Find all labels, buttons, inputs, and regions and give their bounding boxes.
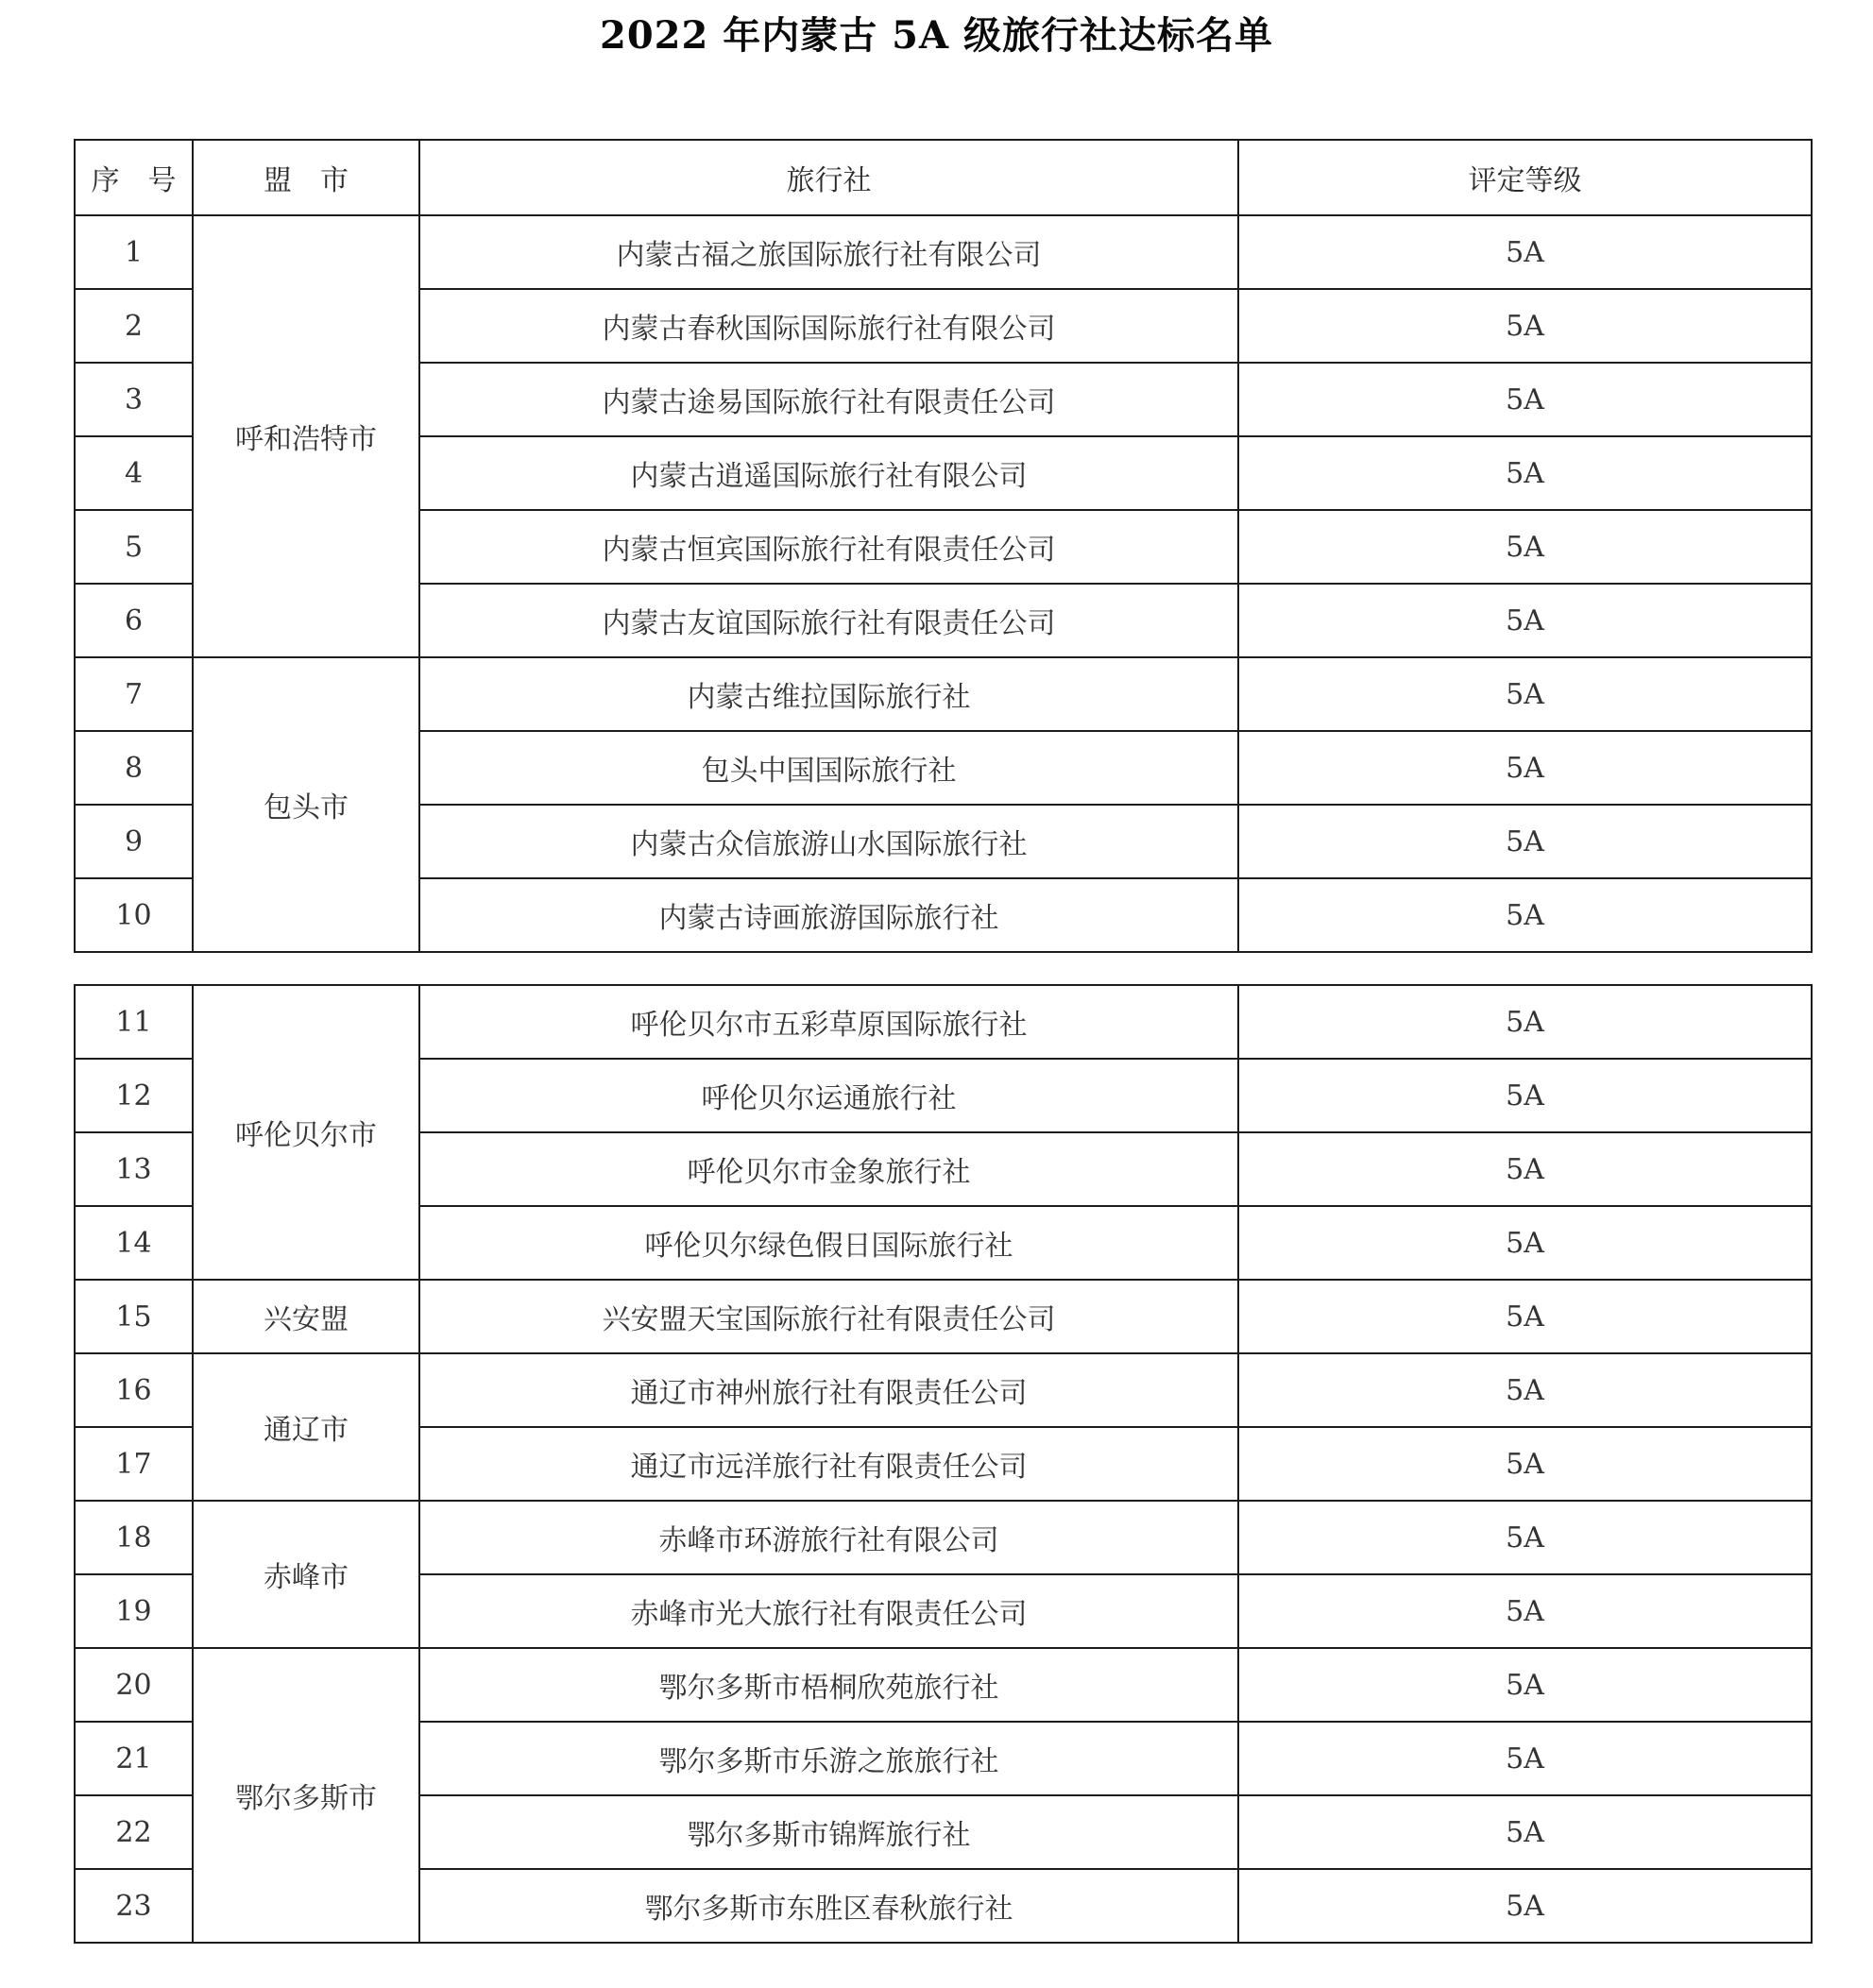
grade-cell: 5A — [1238, 1574, 1812, 1648]
grade-cell: 5A — [1238, 1206, 1812, 1280]
row-number: 5 — [75, 510, 193, 584]
city-cell: 包头市 — [193, 657, 419, 952]
agency-cell: 内蒙古友谊国际旅行社有限责任公司 — [419, 584, 1238, 657]
grade-cell: 5A — [1238, 985, 1812, 1059]
grade-cell: 5A — [1238, 805, 1812, 878]
grade-cell: 5A — [1238, 584, 1812, 657]
row-number: 21 — [75, 1722, 193, 1795]
agency-cell: 通辽市神州旅行社有限责任公司 — [419, 1353, 1238, 1427]
grade-cell: 5A — [1238, 657, 1812, 731]
agency-cell: 内蒙古诗画旅游国际旅行社 — [419, 878, 1238, 952]
grade-cell: 5A — [1238, 215, 1812, 289]
row-number: 8 — [75, 731, 193, 805]
grade-cell: 5A — [1238, 289, 1812, 363]
agency-cell: 通辽市远洋旅行社有限责任公司 — [419, 1427, 1238, 1501]
table-row — [75, 1648, 1812, 1722]
city-cell: 兴安盟 — [193, 1280, 419, 1353]
agency-cell: 兴安盟天宝国际旅行社有限责任公司 — [419, 1280, 1238, 1353]
row-number: 4 — [75, 436, 193, 510]
row-number: 12 — [75, 1059, 193, 1132]
row-number: 17 — [75, 1427, 193, 1501]
row-number: 9 — [75, 805, 193, 878]
row-number: 13 — [75, 1132, 193, 1206]
city-cell: 呼和浩特市 — [193, 215, 419, 657]
header-row — [75, 140, 1812, 215]
agency-cell: 内蒙古恒宾国际旅行社有限责任公司 — [419, 510, 1238, 584]
grade-cell: 5A — [1238, 878, 1812, 952]
agency-cell: 鄂尔多斯市乐游之旅旅行社 — [419, 1722, 1238, 1795]
row-number: 3 — [75, 363, 193, 436]
grade-cell: 5A — [1238, 1722, 1812, 1795]
header-league-city: 盟 市 — [193, 140, 419, 215]
header-serial-number: 序 号 — [75, 140, 193, 215]
city-cell: 通辽市 — [193, 1353, 419, 1501]
agency-cell: 内蒙古众信旅游山水国际旅行社 — [419, 805, 1238, 878]
grade-cell: 5A — [1238, 436, 1812, 510]
city-cell: 呼伦贝尔市 — [193, 985, 419, 1280]
agency-cell: 赤峰市光大旅行社有限责任公司 — [419, 1574, 1238, 1648]
agency-cell: 内蒙古春秋国际国际旅行社有限公司 — [419, 289, 1238, 363]
table-row — [75, 1353, 1812, 1427]
agency-cell: 内蒙古途易国际旅行社有限责任公司 — [419, 363, 1238, 436]
rating-table-part-1 — [74, 139, 1813, 953]
agency-cell: 呼伦贝尔运通旅行社 — [419, 1059, 1238, 1132]
agency-cell: 鄂尔多斯市锦辉旅行社 — [419, 1795, 1238, 1869]
row-number: 23 — [75, 1869, 193, 1943]
agency-cell: 呼伦贝尔市金象旅行社 — [419, 1132, 1238, 1206]
row-number: 11 — [75, 985, 193, 1059]
table-row — [75, 657, 1812, 731]
row-number: 15 — [75, 1280, 193, 1353]
grade-cell: 5A — [1238, 1648, 1812, 1722]
row-number: 1 — [75, 215, 193, 289]
agency-cell: 鄂尔多斯市梧桐欣苑旅行社 — [419, 1648, 1238, 1722]
page-break-gap — [0, 953, 1873, 984]
table-row — [75, 215, 1812, 289]
grade-cell: 5A — [1238, 1132, 1812, 1206]
agency-cell: 鄂尔多斯市东胜区春秋旅行社 — [419, 1869, 1238, 1943]
header-rating-grade: 评定等级 — [1238, 140, 1812, 215]
row-number: 6 — [75, 584, 193, 657]
header-travel-agency: 旅行社 — [419, 140, 1238, 215]
page-title: 2022 年内蒙古 5A 级旅行社达标名单 — [600, 13, 1273, 58]
row-number: 18 — [75, 1501, 193, 1574]
row-number: 2 — [75, 289, 193, 363]
row-number: 20 — [75, 1648, 193, 1722]
table-row — [75, 1280, 1812, 1353]
grade-cell: 5A — [1238, 731, 1812, 805]
row-number: 22 — [75, 1795, 193, 1869]
city-cell: 鄂尔多斯市 — [193, 1648, 419, 1943]
agency-cell: 呼伦贝尔市五彩草原国际旅行社 — [419, 985, 1238, 1059]
grade-cell: 5A — [1238, 1869, 1812, 1943]
row-number: 7 — [75, 657, 193, 731]
grade-cell: 5A — [1238, 1280, 1812, 1353]
grade-cell: 5A — [1238, 510, 1812, 584]
row-number: 10 — [75, 878, 193, 952]
agency-cell: 内蒙古逍遥国际旅行社有限公司 — [419, 436, 1238, 510]
grade-cell: 5A — [1238, 1501, 1812, 1574]
row-number: 14 — [75, 1206, 193, 1280]
city-cell: 赤峰市 — [193, 1501, 419, 1648]
grade-cell: 5A — [1238, 1427, 1812, 1501]
agency-cell: 呼伦贝尔绿色假日国际旅行社 — [419, 1206, 1238, 1280]
table-row — [75, 1501, 1812, 1574]
rating-table-part-2 — [74, 984, 1813, 1944]
agency-cell: 内蒙古福之旅国际旅行社有限公司 — [419, 215, 1238, 289]
grade-cell: 5A — [1238, 1059, 1812, 1132]
row-number: 16 — [75, 1353, 193, 1427]
agency-cell: 赤峰市环游旅行社有限公司 — [419, 1501, 1238, 1574]
table-row — [75, 985, 1812, 1059]
row-number: 19 — [75, 1574, 193, 1648]
agency-cell: 内蒙古维拉国际旅行社 — [419, 657, 1238, 731]
grade-cell: 5A — [1238, 1353, 1812, 1427]
grade-cell: 5A — [1238, 1795, 1812, 1869]
agency-cell: 包头中国国际旅行社 — [419, 731, 1238, 805]
grade-cell: 5A — [1238, 363, 1812, 436]
